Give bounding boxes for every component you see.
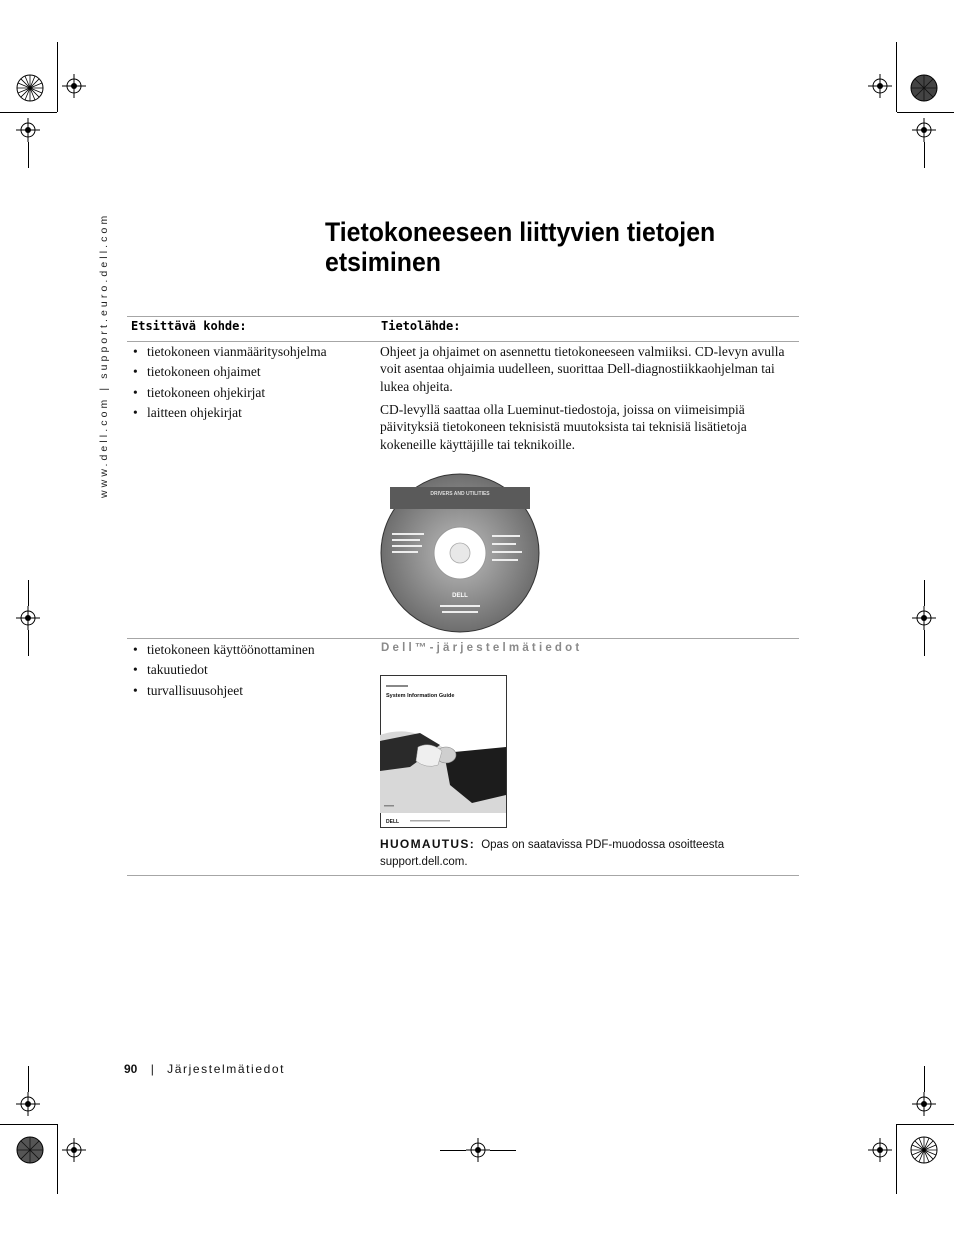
page-footer — [124, 1062, 285, 1076]
row1-topic-list — [133, 342, 327, 423]
trim-line — [924, 1066, 925, 1092]
table-bottom-rule — [127, 875, 799, 876]
column-header-source: Tietolähde: — [381, 319, 461, 333]
cover-title: System Information Guide — [386, 693, 455, 699]
trim-line — [28, 1066, 29, 1092]
system-information-guide-cover — [380, 675, 507, 828]
list-item: • laitteen ohjekirjat — [133, 403, 327, 423]
list-item: • tietokoneen ohjekirjat — [133, 383, 327, 403]
crosshair-mark — [912, 118, 936, 142]
trim-line — [490, 1150, 516, 1151]
footer-separator: | — [150, 1062, 154, 1076]
trim-line — [28, 630, 29, 656]
side-url: www.dell.com | support.euro.dell.com — [98, 212, 110, 498]
note-label: HUOMAUTUS: — [380, 837, 475, 851]
trim-line — [57, 42, 58, 112]
note-end: . — [464, 856, 468, 868]
trim-line — [924, 142, 925, 168]
trim-line — [924, 580, 925, 606]
column-header-target: Etsittävä kohde: — [131, 319, 247, 333]
list-item: • tietokoneen käyttöönottaminen — [133, 640, 315, 660]
registration-rosette — [16, 74, 44, 102]
trim-line — [28, 142, 29, 168]
trim-line — [0, 112, 57, 113]
trim-line — [896, 1124, 897, 1194]
trim-line — [897, 1124, 954, 1125]
table-top-rule — [127, 316, 799, 317]
row1-paragraph-1: Ohjeet ja ohjaimet on asennettu tietokoneeseen valmiiksi. CD-levyn avulla voit asentaa ohjaimia uudelleen, suorittaa Dell-diagnostiikkaohjelman tai lukea ohjeita. — [380, 344, 785, 394]
cd-brand: DELL — [452, 593, 468, 599]
crosshair-mark — [62, 74, 86, 98]
support-link[interactable]: support.dell.com — [380, 856, 465, 868]
trim-line — [924, 630, 925, 656]
crosshair-mark — [912, 606, 936, 630]
drivers-cd-image — [380, 473, 540, 633]
crosshair-mark — [912, 1092, 936, 1116]
cover-brand: DELL — [386, 819, 400, 825]
list-item: • turvallisuusohjeet — [133, 681, 315, 701]
registration-rosette — [910, 1136, 938, 1164]
crosshair-mark — [16, 606, 40, 630]
page-title: Tietokoneeseen liittyvien tietojen etsiminen — [325, 217, 716, 277]
row2-topic-list — [133, 640, 315, 701]
trim-line — [897, 112, 954, 113]
crosshair-mark — [466, 1138, 490, 1162]
crosshair-mark — [16, 118, 40, 142]
cd-label-top: DRIVERS AND UTILITIES — [430, 491, 490, 497]
trim-line — [896, 42, 897, 112]
crosshair-mark — [62, 1138, 86, 1162]
trim-line — [57, 1124, 58, 1194]
note-block — [380, 836, 800, 871]
trim-line — [28, 580, 29, 606]
trim-line — [440, 1150, 466, 1151]
system-info-heading: Dell™-järjestelmätiedot — [381, 642, 583, 654]
footer-section-title: Järjestelmätiedot — [167, 1062, 286, 1076]
list-item: • takuutiedot — [133, 660, 315, 680]
page-number: 90 — [124, 1062, 138, 1076]
crosshair-mark — [868, 74, 892, 98]
trim-line — [0, 1124, 57, 1125]
crosshair-mark — [868, 1138, 892, 1162]
registration-rosette — [16, 1136, 44, 1164]
note-text: Opas on saatavissa PDF-muodossa osoitteesta — [481, 839, 725, 851]
row-separator-rule — [127, 638, 799, 639]
registration-rosette — [910, 74, 938, 102]
crosshair-mark — [16, 1092, 40, 1116]
list-item: • tietokoneen vianmääritysohjelma — [133, 342, 327, 362]
row1-paragraph-2: CD-levyllä saattaa olla Lueminut-tiedostoja, joissa on viimeisimpiä päivityksiä tietokoneen teknisistä muutoksista tai teknisiä lisätietoja kokeneille käyttäjille tai teknikoille. — [380, 402, 747, 452]
list-item: • tietokoneen ohjaimet — [133, 362, 327, 382]
